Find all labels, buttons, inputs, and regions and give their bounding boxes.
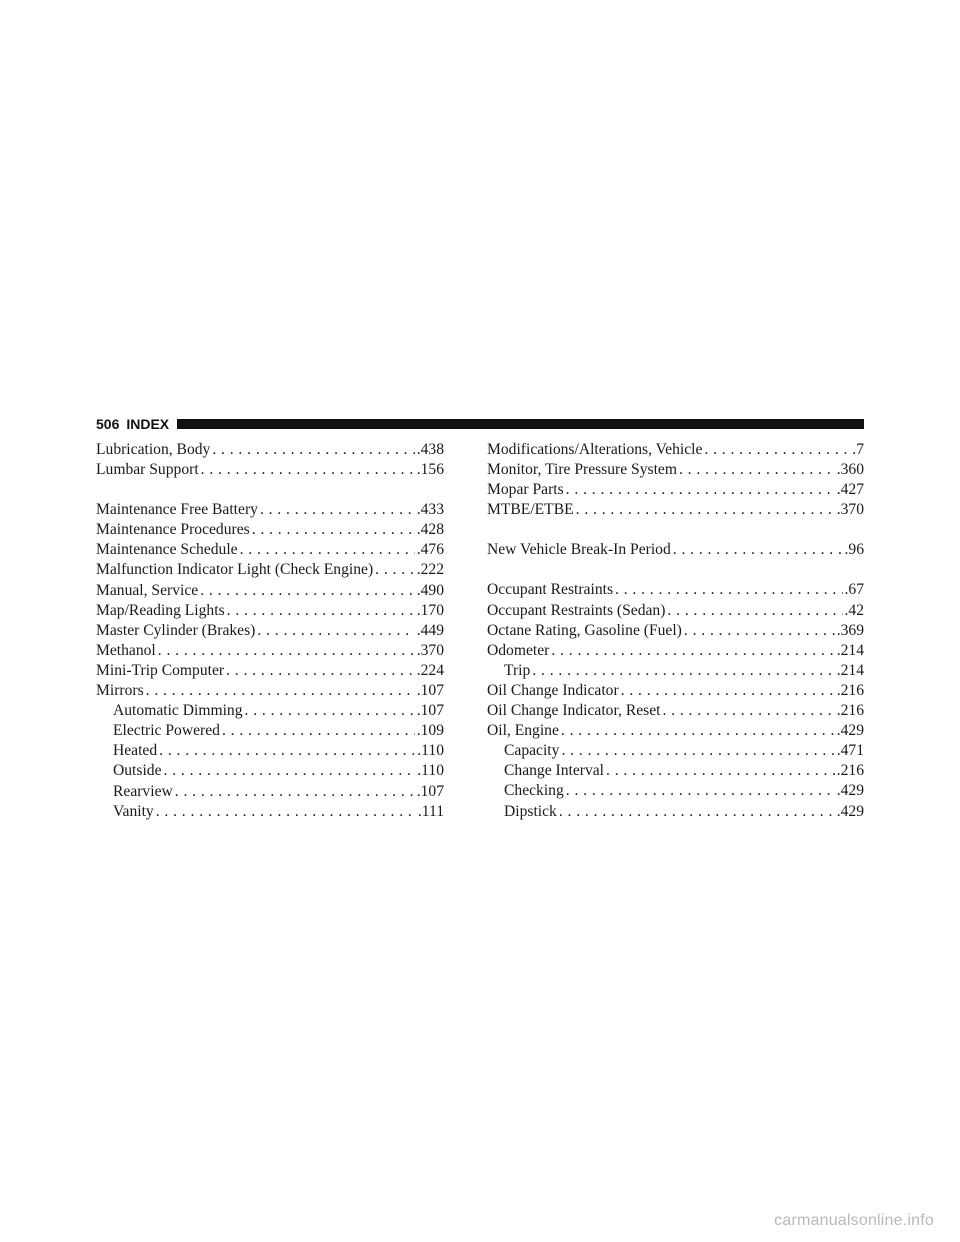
index-subentry [487,741,864,761]
index-term: Electric Powered [113,722,220,740]
index-page-ref: .449 [416,621,444,639]
dot-leader [667,601,842,621]
dot-leader [704,440,850,460]
index-column-left [96,440,444,822]
index-subentry [487,661,864,681]
index-page-ref: .214 [836,641,864,659]
index-subentry [96,701,444,721]
dot-leader [201,460,415,480]
index-term: Capacity [504,742,560,760]
dot-leader [164,761,416,781]
index-page-ref: .107 [416,782,444,800]
index-page-ref: .360 [836,461,864,479]
index-entry [487,460,864,480]
index-entry [96,520,444,540]
index-term: Mirrors [96,682,144,700]
dot-leader [621,681,835,701]
index-entry [487,641,864,661]
dot-leader [240,540,415,560]
index-term: MTBE/ETBE [487,501,574,519]
dot-leader [561,721,835,741]
index-entry [487,440,864,460]
index-term: Map/Reading Lights [96,601,225,619]
index-page-ref: .428 [416,521,444,539]
dot-leader [260,500,415,520]
index-entry [96,621,444,641]
index-entry [96,601,444,621]
index-page-ref: .429 [836,802,864,820]
dot-leader [212,440,414,460]
dot-leader [561,741,834,761]
index-entry [487,701,864,721]
index-term: Mopar Parts [487,481,564,499]
index-subentry [96,741,444,761]
dot-leader [158,641,415,661]
dot-leader [615,580,842,600]
index-page-ref: .370 [836,501,864,519]
index-page-ref: .96 [844,541,864,559]
index-term: Maintenance Procedures [96,521,250,539]
index-entry [96,440,444,460]
dot-leader [662,701,834,721]
index-term: Lumbar Support [96,461,199,479]
dot-leader [252,520,415,540]
index-term: Methanol [96,641,156,659]
page-header [96,415,864,433]
index-term: Dipstick [504,802,557,820]
index-page-ref: .490 [416,581,444,599]
index-page-ref: .222 [416,561,444,579]
dot-leader [375,560,415,580]
index-page-ref: .110 [417,742,444,760]
index-entry [96,681,444,701]
index-term: Mini-Trip Computer [96,661,225,679]
index-entry [487,621,864,641]
watermark: carmanualsonline.info [774,1212,934,1229]
dot-leader [226,661,415,681]
index-page-ref: .216 [836,681,864,699]
index-term: Change Interval [504,762,605,780]
index-entry [487,540,864,560]
index-page-ref: .67 [844,581,864,599]
index-entry [96,581,444,601]
index-term: Master Cylinder (Brakes) [96,621,256,639]
index-page-ref: .216 [836,702,864,720]
index-column-right [487,440,864,822]
index-page-ref: .107 [416,702,444,720]
index-page-ref: .111 [417,802,444,820]
index-term: Occupant Restraints (Sedan) [487,601,666,619]
index-page-ref: .216 [836,762,864,780]
index-entry [96,460,444,480]
index-page-ref: .224 [416,661,444,679]
header-rule [177,419,864,429]
page-number: 506 [96,416,120,432]
index-term: Oil Change Indicator [487,681,619,699]
dot-leader [146,681,415,701]
index-entry [96,641,444,661]
index-term: Heated [113,742,158,760]
index-page-ref: .429 [836,782,864,800]
index-term: Maintenance Free Battery [96,501,258,519]
dot-leader [679,460,835,480]
index-term: Trip [504,661,531,679]
index-page-ref: .170 [416,601,444,619]
dot-leader [227,601,415,621]
index-page-ref: .156 [416,461,444,479]
index-entry [487,601,864,621]
index-term: Checking [504,782,564,800]
section-title: INDEX [126,416,170,432]
index-term: Oil, Engine [487,722,559,740]
dot-leader [222,721,415,741]
index-page-ref: .471 [836,742,864,760]
index-term: Malfunction Indicator Light (Check Engine) [96,561,374,579]
index-subentry [487,781,864,801]
dot-leader [159,741,415,761]
index-page-ref: .42 [844,601,864,619]
index-page-ref: .433 [416,501,444,519]
index-subentry [96,802,444,822]
index-term: New Vehicle Break-In Period [487,541,671,559]
index-term: Occupant Restraints [487,581,614,599]
index-term: Vanity [113,802,154,820]
dot-leader [566,781,835,801]
index-page-ref: .109 [416,722,444,740]
index-page-ref: .7 [852,441,864,458]
dot-leader [175,782,415,802]
dot-leader [551,641,834,661]
dot-leader [673,540,843,560]
dot-leader [156,802,416,822]
index-entry [487,721,864,741]
dot-leader [576,500,835,520]
index-term: Oil Change Indicator, Reset [487,702,661,720]
index-term: Rearview [113,782,173,800]
index-term: Lubrication, Body [96,441,211,458]
index-subentry [96,761,444,781]
index-page-ref: .107 [416,682,444,700]
dot-leader [245,701,415,721]
index-term: Automatic Dimming [113,702,243,720]
index-term: Monitor, Tire Pressure System [487,461,677,479]
dot-leader [606,761,835,781]
index-subentry [96,782,444,802]
index-entry [487,480,864,500]
dot-leader [566,480,835,500]
dot-leader [257,621,414,641]
dot-leader [684,621,835,641]
index-term: Maintenance Schedule [96,541,238,559]
index-page-ref: .429 [836,722,864,740]
index-subentry [487,802,864,822]
index-entry [96,540,444,560]
dot-leader [532,661,834,681]
index-page-ref: .438 [416,441,444,458]
index-page-ref: .476 [416,541,444,559]
index-term: Outside [113,762,162,780]
index-entry [96,661,444,681]
index-page-ref: .427 [836,481,864,499]
index-entry [487,580,864,600]
index-page-ref: .370 [416,641,444,659]
index-page-ref: .369 [836,621,864,639]
index-entry [487,681,864,701]
index-term: Octane Rating, Gasoline (Fuel) [487,621,682,639]
index-subentry [96,721,444,741]
index-entry [96,500,444,520]
index-term: Modifications/Alterations, Vehicle [487,441,703,458]
index-entry [96,560,444,580]
index-term: Manual, Service [96,581,199,599]
index-entry [487,500,864,520]
index-page-ref: .214 [836,661,864,679]
dot-leader [559,802,835,822]
index-term: Odometer [487,641,550,659]
dot-leader [200,581,415,601]
index-subentry [487,761,864,781]
index-page-ref: .110 [417,762,444,780]
